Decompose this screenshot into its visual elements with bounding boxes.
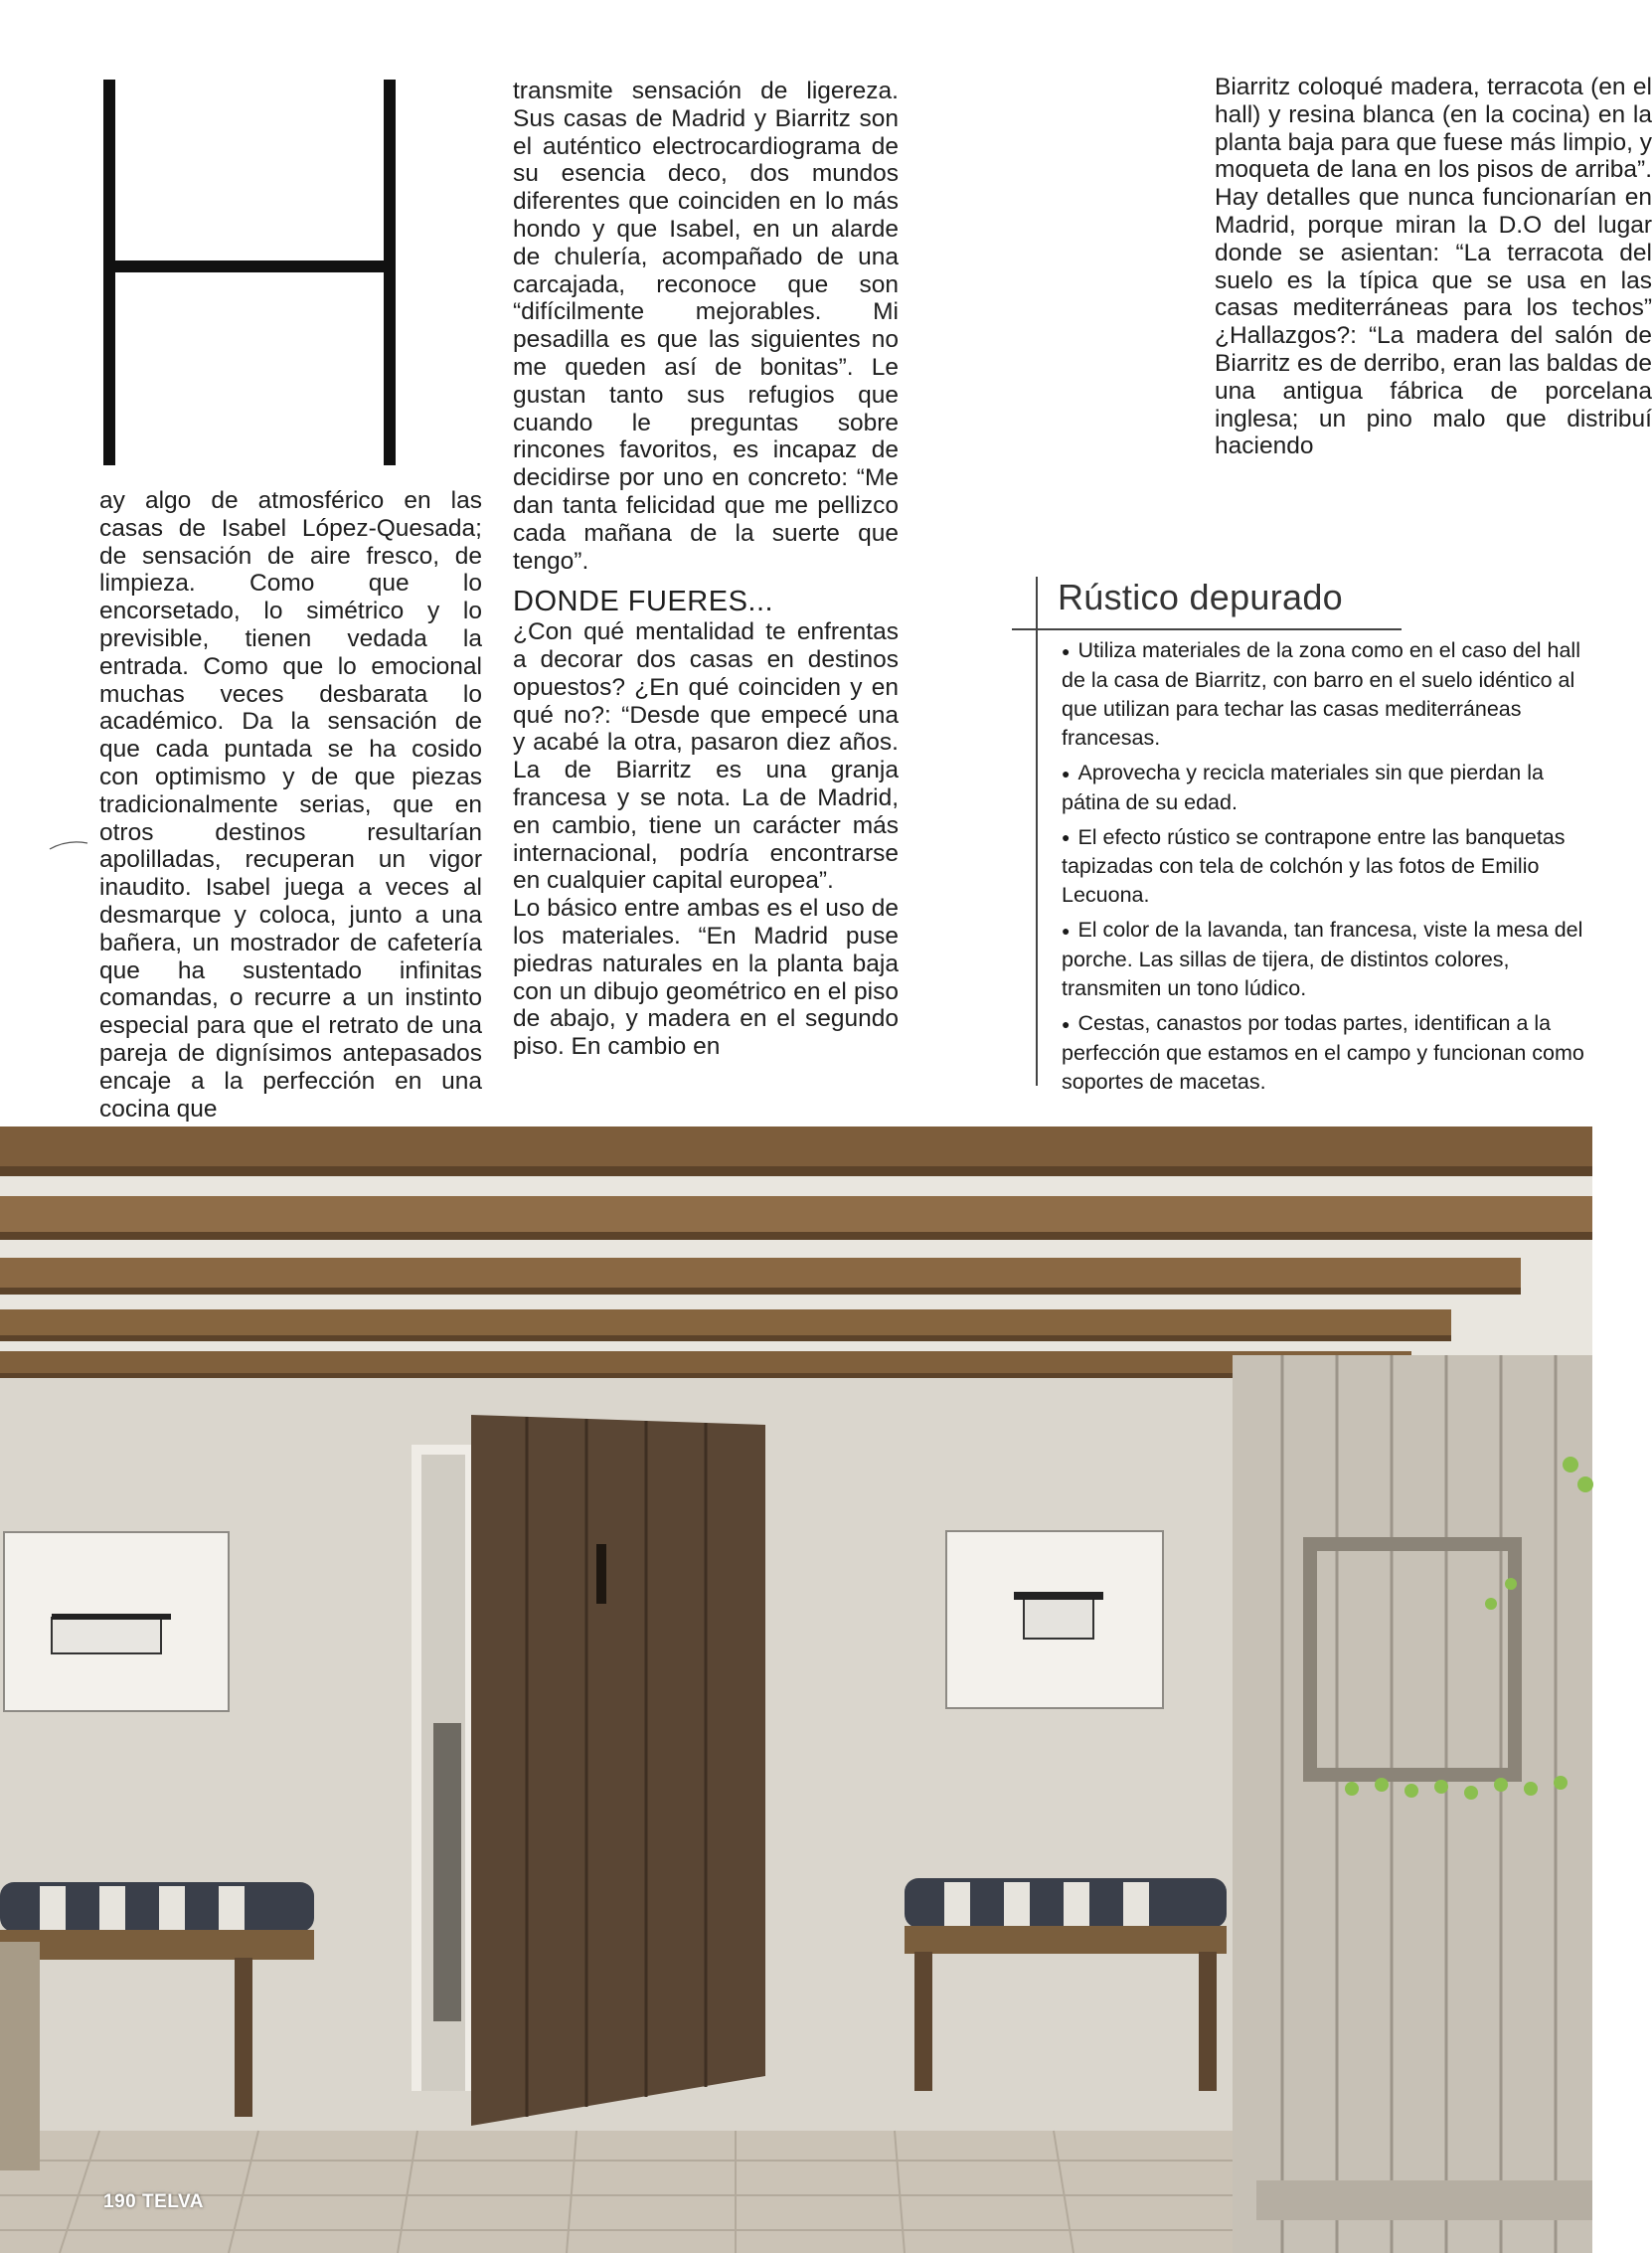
article-column-3 [1215, 74, 1652, 460]
bullet-icon: ● [1062, 829, 1071, 846]
paragraph: Biarritz coloqué madera, terracota (en el hall) y resina blanca (en la cocina) en la planta baja para que fuese más limpio, y moqueta de lana en los pisos de arriba”. Hay detalles que nunca funcionarían en Madrid, porque miran la D.O del lugar donde se asientan: “La terracota del suelo es la típica que se usa en las casas mediterráneas para los techos” ¿Hallazgos?: “La madera del salón de Biarritz es de derribo, eran las baldas de una antigua fábrica de porcelana inglesa; un pino malo que distribuí haciendo [1215, 74, 1652, 460]
drop-cap-letter-h [101, 78, 400, 467]
hall-photograph [0, 1126, 1592, 2253]
bullet-icon: ● [1062, 642, 1071, 659]
sidebar-box [1036, 577, 1602, 1094]
sidebar-list [1062, 636, 1603, 1103]
list-item: ● El color de la lavanda, tan francesa, viste la mesa del porche. Las sillas de tijera, de distintos colores, transmiten un tono lúdico. [1062, 918, 1583, 1001]
list-item: ● Utiliza materiales de la zona como en el caso del hall de la casa de Biarritz, con barro en el suelo idéntico al que utilizan para techar las casas mediterráneas francesas. [1062, 638, 1580, 750]
bullet-icon: ● [1062, 923, 1071, 940]
divider-horizontal [1012, 628, 1402, 630]
list-item: ● El efecto rústico se contrapone entre las banquetas tapizadas con tela de colchón y las fotos de Emilio Lecuona. [1062, 824, 1566, 908]
list-item: ● Aprovecha y recicla materiales sin que pierdan la pátina de su edad. [1062, 760, 1544, 814]
page-folio: 190 TELVA [103, 2191, 204, 2212]
paragraph: ¿Con qué mentalidad te enfrentas a decorar dos casas en destinos opuestos? ¿En qué coinciden y en qué no?: “Desde que empecé una y acabé la otra, pasaron diez años. La de Biarritz es una granja francesa y se nota. La de Madrid, en cambio, tiene un carácter más internacional, podría encontrarse en cualquier capital europea”. [513, 618, 899, 895]
list-item: ● Cestas, canastos por todas partes, identifican a la perfección que estamos en el campo y funcionan como soportes de macetas. [1062, 1011, 1584, 1095]
article-column-1 [99, 487, 482, 1123]
bullet-icon: ● [1062, 765, 1071, 781]
article-column-2 [513, 78, 899, 1061]
paragraph: transmite sensación de ligereza. Sus casas de Madrid y Biarritz son el auténtico electrocardiograma de su esencia deco, dos mundos diferentes que coinciden en lo más hondo y que Isabel, en un alarde de chulería, acompañado de una carcajada, reconoce que son “difícilmente mejorables. Mi pesadilla es que las siguientes no me queden así de bonitas”. Le gustan tanto sus refugios que cuando le preguntas sobre rincones favoritos, es incapaz de decidirse por uno en concreto: “Me dan tanta felicidad que me pellizco cada mañana de la suerte que tengo”. [513, 78, 899, 575]
divider-vertical [1036, 577, 1038, 1086]
paragraph: ay algo de atmosférico en las casas de Isabel López-Quesada; de sensación de aire fresco, de limpieza. Como que lo encorsetado, lo simétrico y lo previsible, tienen vedada la entrada. Como que lo emocional muchas veces desbarata lo académico. Da la sensación de que cada puntada se ha cosido con optimismo y de que piezas tradicionalmente serias, que en otros destinos resultarían apolilladas, recuperan un vigor inaudito. Isabel juega a veces al desmarque y coloca, junto a una bañera, un mostrador de cafetería que ha sustentado infinitas comandas, o recurre a un instinto especial para que el retrato de una pareja de dignísimos antepasados encaje a la perfección en una cocina que [99, 487, 482, 1123]
pen-mark [48, 837, 107, 857]
sidebar-title: Rústico depurado [1058, 577, 1343, 617]
paragraph: Lo básico entre ambas es el uso de los materiales. “En Madrid puse piedras naturales en la planta baja con un dibujo geométrico en el piso de abajo, y madera en el segundo piso. En cambio en [513, 895, 899, 1061]
bullet-icon: ● [1062, 1016, 1071, 1033]
section-heading: DONDE FUERES... [513, 586, 774, 618]
